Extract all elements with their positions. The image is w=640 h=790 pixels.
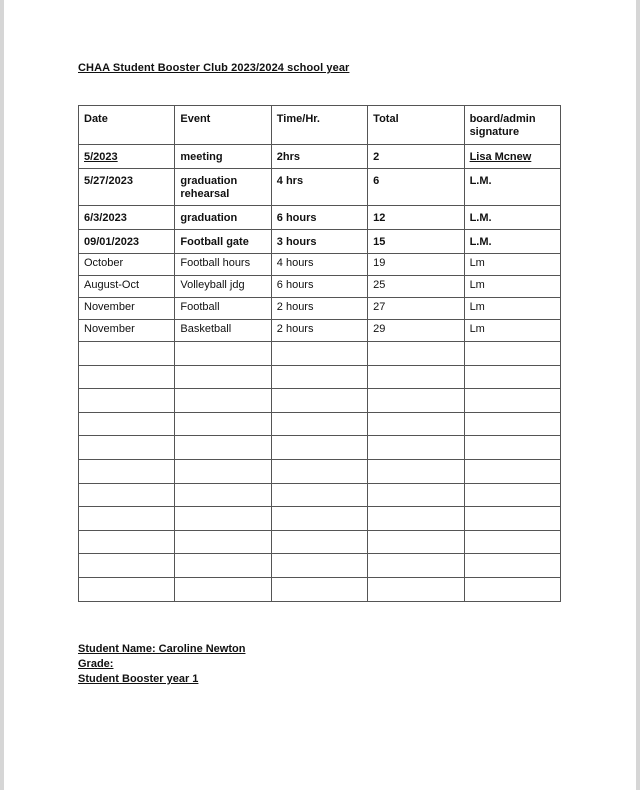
empty-cell [79,577,175,601]
cell-time: 3 hours [271,230,367,254]
empty-cell [79,554,175,578]
cell-signature: Lm [464,298,560,320]
cell-event: Football gate [175,230,271,254]
empty-cell [464,436,560,460]
empty-cell [368,389,464,413]
cell-date: 5/27/2023 [79,169,175,206]
cell-total: 12 [368,206,464,230]
empty-cell [79,459,175,483]
empty-cell [368,507,464,531]
empty-cell [271,436,367,460]
cell-date: 6/3/2023 [79,206,175,230]
cell-total: 19 [368,254,464,276]
empty-cell [464,530,560,554]
cell-total: 15 [368,230,464,254]
cell-signature: Lm [464,320,560,342]
document-page [4,0,636,790]
empty-cell [175,554,271,578]
table-row [79,276,561,298]
header-total: Total [368,106,464,145]
table-row [79,145,561,169]
empty-cell [175,365,271,389]
empty-cell [271,459,367,483]
cell-time: 6 hours [271,206,367,230]
cell-time: 2 hours [271,298,367,320]
empty-cell [271,530,367,554]
empty-cell [464,577,560,601]
empty-cell [175,436,271,460]
cell-signature: Lm [464,276,560,298]
empty-cell [175,507,271,531]
empty-cell [175,389,271,413]
empty-cell [368,459,464,483]
empty-cell [271,507,367,531]
empty-cell [175,577,271,601]
table-row [79,254,561,276]
empty-cell [464,554,560,578]
empty-cell [368,365,464,389]
student-name: Student Name: Caroline Newton [78,643,246,655]
cell-time: 2hrs [271,145,367,169]
empty-cell [79,483,175,507]
cell-time: 4 hrs [271,169,367,206]
empty-cell [271,365,367,389]
cell-event: Football [175,298,271,320]
cell-event: graduation [175,206,271,230]
cell-signature: L.M. [464,169,560,206]
cell-event: Volleyball jdg [175,276,271,298]
booster-year: Student Booster year 1 [78,673,199,685]
header-signature: board/admin signature [464,106,560,145]
cell-total: 25 [368,276,464,298]
empty-table-row [79,389,561,413]
cell-date: November [79,298,175,320]
empty-cell [368,483,464,507]
empty-cell [79,530,175,554]
empty-cell [464,483,560,507]
empty-table-row [79,459,561,483]
empty-cell [79,412,175,436]
cell-date: November [79,320,175,342]
empty-table-row [79,483,561,507]
empty-cell [79,389,175,413]
empty-cell [175,459,271,483]
header-date: Date [79,106,175,145]
cell-time: 2 hours [271,320,367,342]
empty-cell [464,365,560,389]
empty-cell [368,554,464,578]
cell-time: 4 hours [271,254,367,276]
table-row [79,230,561,254]
cell-total: 2 [368,145,464,169]
empty-cell [79,365,175,389]
empty-cell [271,342,367,366]
empty-cell [271,412,367,436]
empty-cell [175,412,271,436]
empty-table-row [79,342,561,366]
empty-cell [368,436,464,460]
cell-signature: L.M. [464,206,560,230]
empty-cell [464,342,560,366]
header-event: Event [175,106,271,145]
table-row [79,320,561,342]
empty-cell [464,459,560,483]
empty-cell [368,530,464,554]
table-row [79,206,561,230]
cell-date: 5/2023 [79,145,175,169]
empty-table-row [79,554,561,578]
document-title: CHAA Student Booster Club 2023/2024 school year [78,62,350,74]
empty-cell [79,342,175,366]
cell-date: August-Oct [79,276,175,298]
table-row [79,169,561,206]
cell-date: October [79,254,175,276]
table-header-row [79,106,561,145]
empty-cell [464,389,560,413]
empty-cell [175,342,271,366]
cell-event: graduation rehearsal [175,169,271,206]
student-grade: Grade: [78,658,114,670]
empty-cell [175,483,271,507]
empty-cell [271,389,367,413]
cell-signature: L.M. [464,230,560,254]
header-time: Time/Hr. [271,106,367,145]
empty-table-row [79,507,561,531]
empty-cell [79,436,175,460]
empty-table-row [79,530,561,554]
empty-table-row [79,577,561,601]
empty-cell [464,507,560,531]
empty-cell [368,577,464,601]
cell-event: meeting [175,145,271,169]
cell-signature: Lm [464,254,560,276]
cell-signature: Lisa Mcnew [464,145,560,169]
empty-cell [368,412,464,436]
empty-table-row [79,412,561,436]
student-info [78,642,245,687]
cell-total: 27 [368,298,464,320]
cell-total: 29 [368,320,464,342]
empty-cell [464,412,560,436]
table-row [79,298,561,320]
cell-event: Football hours [175,254,271,276]
empty-cell [368,342,464,366]
empty-cell [271,577,367,601]
cell-total: 6 [368,169,464,206]
cell-date: 09/01/2023 [79,230,175,254]
empty-cell [271,483,367,507]
empty-cell [271,554,367,578]
empty-table-row [79,436,561,460]
cell-event: Basketball [175,320,271,342]
cell-time: 6 hours [271,276,367,298]
volunteer-hours-table [78,105,561,602]
empty-cell [175,530,271,554]
empty-table-row [79,365,561,389]
empty-cell [79,507,175,531]
